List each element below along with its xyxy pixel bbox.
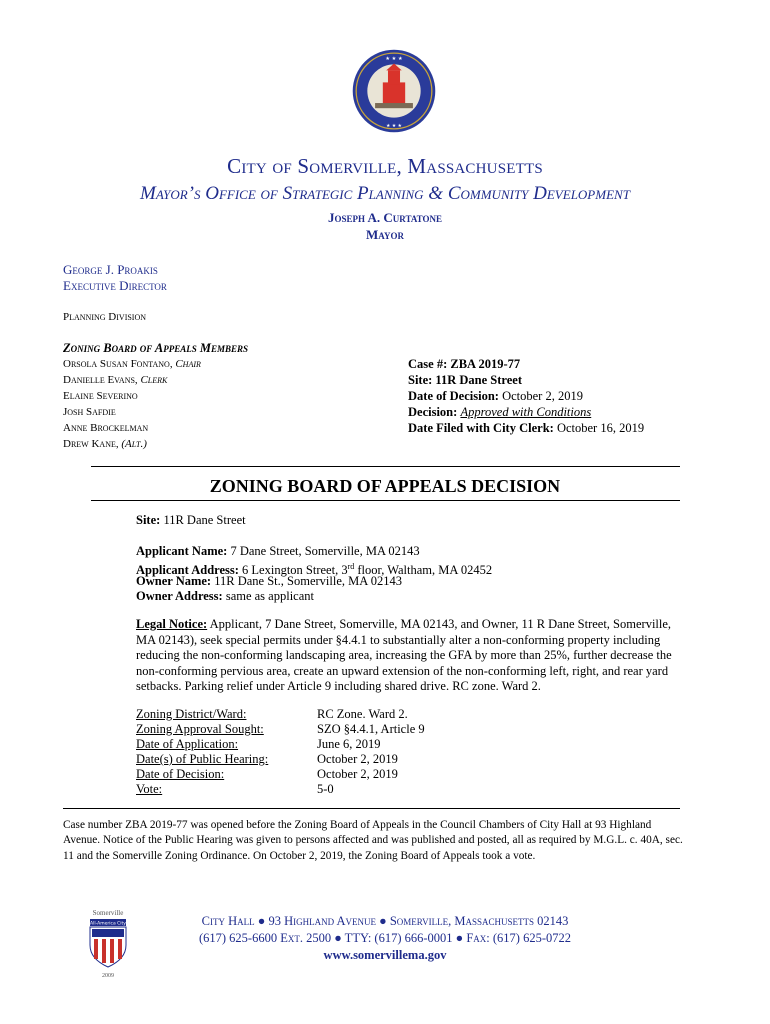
divider xyxy=(63,808,680,809)
applicant-address: Applicant Address: 6 Lexington Street, 3rd floor, Waltham, MA 02452 xyxy=(136,562,493,578)
member-role: Chair xyxy=(175,358,201,370)
member-item xyxy=(63,374,167,386)
svg-text:★ ★ ★: ★ ★ ★ xyxy=(386,124,402,130)
case-site: Site: 11R Dane Street xyxy=(408,373,522,387)
zoning-value: SZO §4.4.1, Article 9 xyxy=(317,722,425,736)
planning-division: Planning Division xyxy=(63,311,147,323)
footer-phone: (617) 625-6600 Ext. 2500 ● TTY: (617) 666-0001 ● Fax: (617) 625-0722 xyxy=(198,931,572,945)
divider xyxy=(91,466,680,467)
member-name: Danielle Evans, xyxy=(63,374,141,386)
case-decision: Decision: Approved with Conditions xyxy=(408,405,592,419)
case-number: Case #: ZBA 2019-77 xyxy=(408,357,521,371)
footer-address: City Hall ● 93 Highland Avenue ● Somerville, Massachusetts 02143 xyxy=(201,914,569,928)
member-name: Anne Brockelman xyxy=(63,422,149,434)
zoning-label: Zoning District/Ward: xyxy=(136,707,247,721)
zoning-value: 5-0 xyxy=(317,782,334,796)
member-item xyxy=(63,390,138,402)
zoning-label: Date of Application: xyxy=(136,737,239,751)
director-name: George J. Proakis xyxy=(63,262,158,277)
divider xyxy=(91,500,680,501)
member-role: (Alt.) xyxy=(121,438,147,450)
logo-top-text: Somerville xyxy=(92,909,124,917)
members-heading: Zoning Board of Appeals Members xyxy=(63,341,248,355)
office-title: Mayor’s Office of Strategic Planning & Community Development xyxy=(140,183,630,204)
footer-website[interactable]: www.somervillema.gov xyxy=(323,948,447,962)
member-role: Clerk xyxy=(140,374,168,386)
zoning-label: Zoning Approval Sought: xyxy=(136,722,264,736)
city-title: City of Somerville, Massachusetts xyxy=(227,154,543,178)
zoning-label: Date(s) of Public Hearing: xyxy=(136,752,269,766)
zoning-value: October 2, 2019 xyxy=(317,767,398,781)
case-filed-date: Date Filed with City Clerk: October 16, 2019 xyxy=(408,421,645,435)
zoning-value: RC Zone. Ward 2. xyxy=(317,707,408,721)
member-name: Josh Safdie xyxy=(63,406,116,418)
member-item xyxy=(63,438,147,450)
logo-year: 2009 xyxy=(102,973,114,979)
zoning-label: Vote: xyxy=(136,782,163,796)
legal-notice: Legal Notice: Applicant, 7 Dane Street, Somerville, MA 02143, and Owner, 11 R Dane Street, Somerville, MA 02143), seek special permits under §4.4.1 to substantially alter a non-conforming property including reducing the non-conforming landscaping area, increasing the GFA by more than 25%, further decrease the non-conforming pervious area, create an upward extension of the non-conforming left, right, and rear yard setbacks. Parking relief under Article 9 including shared drive. RC zone. Ward 2. xyxy=(136,617,672,694)
owner-name: Owner Name: 11R Dane St., Somerville, MA 02143 xyxy=(136,574,402,588)
member-item xyxy=(63,406,116,418)
member-name: Elaine Severino xyxy=(63,390,138,402)
zoning-label: Date of Decision: xyxy=(136,767,225,781)
mayor-name: Joseph A. Curtatone xyxy=(327,210,442,225)
decision-heading: ZONING BOARD OF APPEALS DECISION xyxy=(209,476,561,496)
mayor-title: Mayor xyxy=(366,227,404,242)
case-decision-date: Date of Decision: October 2, 2019 xyxy=(408,389,583,403)
city-seal xyxy=(351,48,437,134)
owner-address: Owner Address: same as applicant xyxy=(136,589,314,603)
member-name: Orsola Susan Fontano, xyxy=(63,358,176,370)
member-item xyxy=(63,358,201,370)
zoning-value: October 2, 2019 xyxy=(317,752,398,766)
applicant-name: Applicant Name: 7 Dane Street, Somerville, MA 02143 xyxy=(136,544,420,558)
site-line: Site: 11R Dane Street xyxy=(136,513,246,527)
director-title: Executive Director xyxy=(63,278,167,293)
zoning-value: June 6, 2019 xyxy=(317,737,381,751)
logo-banner-text: All-America City xyxy=(90,921,126,927)
member-item xyxy=(63,422,148,434)
opening-paragraph: Case number ZBA 2019-77 was opened before the Zoning Board of Appeals in the Council Chambers of City Hall at 93 Highland Avenue. Notice of the Public Hearing was given to persons affected and was published and posted, all as required by M.G.L. c. 40A, sec. 11 and the Somerville Zoning Ordinance. On October 2, 2019, the Zoning Board of Appeals took a vote. xyxy=(63,819,683,862)
svg-text:★ ★ ★: ★ ★ ★ xyxy=(385,56,403,63)
member-name: Drew Kane, xyxy=(63,438,122,450)
